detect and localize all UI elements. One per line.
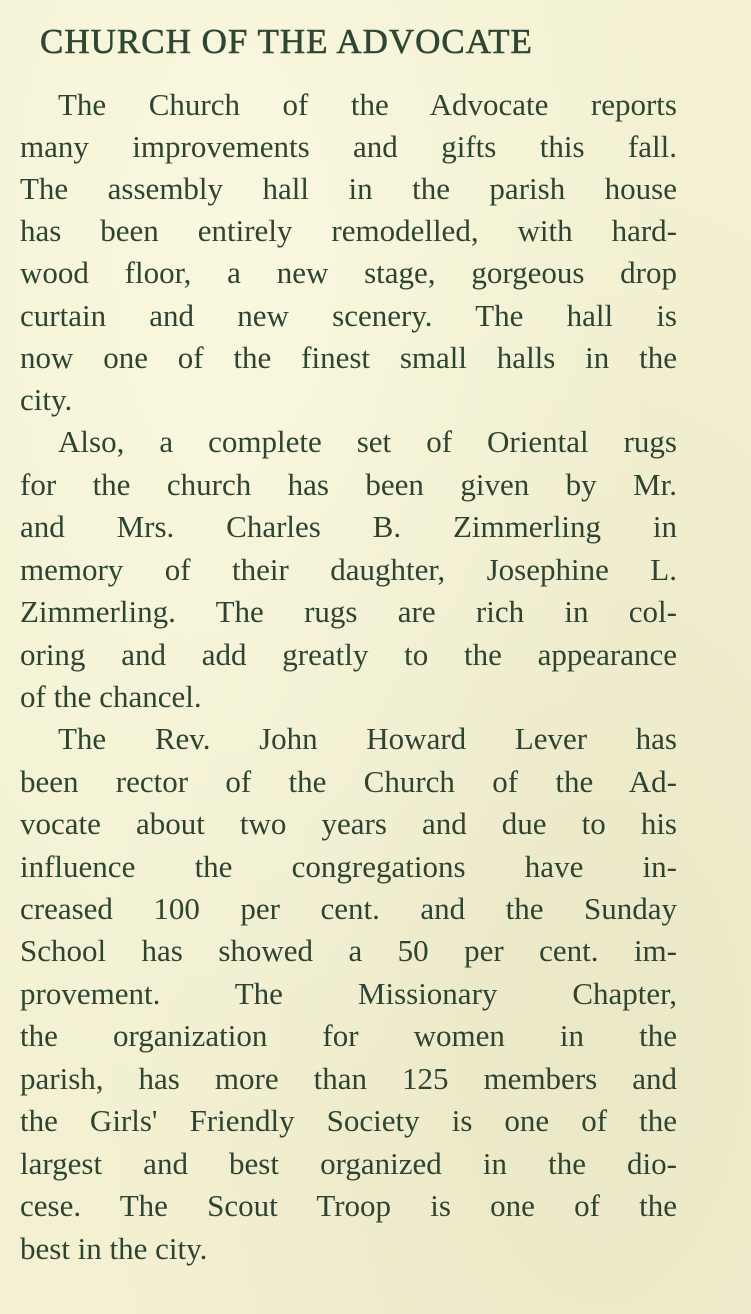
text-line: best in the city. — [20, 1231, 208, 1266]
article-title: CHURCH OF THE ADVOCATE — [40, 22, 533, 61]
text-line: and Mrs. Charles B. Zimmerling in — [20, 509, 677, 544]
text-line: curtain and new scenery. The hall is — [20, 298, 677, 333]
text-line: The Rev. John Howard Lever has — [58, 721, 677, 756]
text-line: provement. The Missionary Chapter, — [20, 976, 677, 1011]
text-line: The assembly hall in the parish house — [20, 171, 677, 206]
text-line: the Girls' Friendly Society is one of the — [20, 1103, 677, 1138]
text-line: Zimmerling. The rugs are rich in col- — [20, 594, 677, 629]
text-line: been rector of the Church of the Ad- — [20, 764, 677, 799]
text-line: of the chancel. — [20, 679, 202, 714]
text-line: parish, has more than 125 members and — [20, 1061, 677, 1096]
text-line: creased 100 per cent. and the Sunday — [20, 891, 677, 926]
text-line: cese. The Scout Troop is one of the — [20, 1188, 677, 1223]
text-line: vocate about two years and due to his — [20, 806, 677, 841]
text-line: now one of the finest small halls in the — [20, 340, 677, 375]
text-line: The Church of the Advocate reports — [58, 87, 677, 122]
text-line: largest and best organized in the dio- — [20, 1146, 677, 1181]
text-line: influence the congregations have in- — [20, 849, 677, 884]
text-line: has been entirely remodelled, with hard- — [20, 213, 677, 248]
text-line: Also, a complete set of Oriental rugs — [58, 424, 677, 459]
text-line: many improvements and gifts this fall. — [20, 129, 677, 164]
text-line: oring and add greatly to the appearance — [20, 637, 677, 672]
text-line: the organization for women in the — [20, 1018, 677, 1053]
text-line: School has showed a 50 per cent. im- — [20, 933, 677, 968]
text-line: for the church has been given by Mr. — [20, 467, 677, 502]
text-line: wood floor, a new stage, gorgeous drop — [20, 255, 677, 290]
text-line: memory of their daughter, Josephine L. — [20, 552, 677, 587]
text-line: city. — [20, 382, 73, 417]
